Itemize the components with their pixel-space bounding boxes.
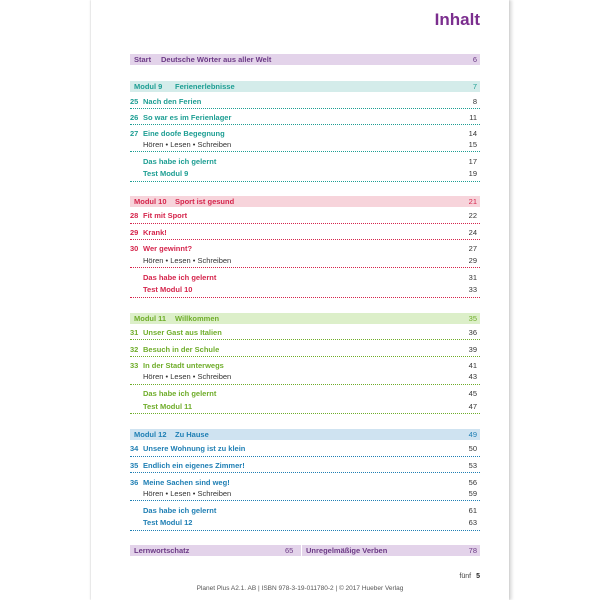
skills-row[interactable] — [130, 371, 480, 382]
dotted-rule — [130, 181, 480, 182]
dotted-rule — [130, 297, 480, 298]
test-label: Test Modul 12 — [143, 518, 193, 527]
test-row[interactable] — [130, 168, 480, 179]
lesson-page: 56 — [468, 478, 477, 487]
skills-page: 43 — [468, 372, 477, 381]
lesson-number: 25 — [130, 97, 139, 106]
lesson-number: 33 — [130, 361, 139, 370]
skills-label: Hören • Lesen • Schreiben — [143, 256, 232, 265]
lesson-27[interactable] — [130, 128, 480, 139]
vocab-page: 65 — [285, 546, 294, 555]
modul-12-label: Modul 12 — [134, 430, 167, 439]
vocab-link[interactable]: Lernwortschatz — [134, 546, 190, 555]
skills-label: Hören • Lesen • Schreiben — [143, 372, 232, 381]
review-row[interactable] — [130, 272, 480, 283]
imprint-footer: Planet Plus A2.1. AB | ISBN 978-3-19-011780-2 | © 2017 Hueber Verlag — [196, 585, 404, 592]
modul-9-page: 7 — [472, 82, 477, 91]
modul-10-header[interactable] — [130, 196, 480, 207]
dotted-rule — [130, 530, 480, 531]
modul-10-page: 21 — [468, 197, 477, 206]
test-row[interactable] — [130, 401, 480, 412]
review-label: Das habe ich gelernt — [143, 157, 217, 166]
lesson-35[interactable] — [130, 460, 480, 471]
lesson-page: 11 — [469, 113, 477, 122]
lesson-33[interactable] — [130, 360, 480, 371]
dotted-rule — [130, 223, 480, 224]
toc-page — [91, 0, 509, 600]
lesson-number: 28 — [130, 211, 139, 220]
dotted-rule — [130, 356, 480, 357]
modul-12-page: 49 — [468, 430, 477, 439]
skills-row[interactable] — [130, 255, 480, 266]
skills-label: Hören • Lesen • Schreiben — [143, 489, 232, 498]
appendix-divider — [301, 545, 302, 556]
dotted-rule — [130, 500, 480, 501]
lesson-title: Unsere Wohnung ist zu klein — [143, 444, 246, 453]
lesson-page: 41 — [468, 361, 477, 370]
lesson-number: 34 — [130, 444, 139, 453]
dotted-rule — [130, 267, 480, 268]
modul-11-page: 35 — [468, 314, 477, 323]
lesson-title: Eine doofe Begegnung — [143, 129, 225, 138]
dotted-rule — [130, 472, 480, 473]
modul-12-title: Zu Hause — [175, 430, 209, 439]
lesson-31[interactable] — [130, 327, 480, 338]
modul-9-header[interactable] — [130, 81, 480, 92]
lesson-page: 36 — [468, 328, 477, 337]
lesson-title: Unser Gast aus Italien — [143, 328, 222, 337]
review-row[interactable] — [130, 388, 480, 399]
test-label: Test Modul 9 — [143, 169, 189, 178]
modul-9-title: Ferienerlebnisse — [175, 82, 235, 91]
skills-row[interactable] — [130, 488, 480, 499]
modul-12-header[interactable] — [130, 429, 480, 440]
skills-page: 29 — [468, 256, 477, 265]
test-page: 47 — [468, 402, 477, 411]
review-row[interactable] — [130, 156, 480, 167]
skills-page: 15 — [468, 140, 477, 149]
lesson-page: 14 — [468, 129, 477, 138]
modul-11-label: Modul 11 — [134, 314, 167, 323]
lesson-title: Endlich ein eigenes Zimmer! — [143, 461, 245, 470]
appendix-header — [130, 545, 480, 556]
lesson-28[interactable] — [130, 210, 480, 221]
verbs-page: 78 — [468, 546, 477, 555]
start-title: Deutsche Wörter aus aller Welt — [161, 55, 272, 64]
lesson-29[interactable] — [130, 227, 480, 238]
review-page: 31 — [468, 273, 477, 282]
test-page: 19 — [468, 169, 477, 178]
test-label: Test Modul 10 — [143, 285, 193, 294]
test-page: 33 — [468, 285, 477, 294]
lesson-title: Krank! — [143, 228, 167, 237]
start-page: 6 — [472, 55, 477, 64]
review-page: 61 — [468, 506, 477, 515]
lesson-page: 50 — [468, 444, 477, 453]
folio-word: fünf — [459, 573, 472, 580]
lesson-25[interactable] — [130, 96, 480, 107]
lesson-title: Fit mit Sport — [143, 211, 188, 220]
lesson-30[interactable] — [130, 243, 480, 254]
lesson-number: 26 — [130, 113, 139, 122]
lesson-title: So war es im Ferienlager — [143, 113, 232, 122]
modul-11-header[interactable] — [130, 313, 480, 324]
lesson-number: 30 — [130, 244, 139, 253]
lesson-title: Wer gewinnt? — [143, 244, 193, 253]
lesson-34[interactable] — [130, 443, 480, 454]
skills-row[interactable] — [130, 139, 480, 150]
start-header[interactable] — [130, 54, 480, 65]
lesson-page: 39 — [468, 345, 477, 354]
test-page: 63 — [468, 518, 477, 527]
review-page: 17 — [468, 157, 477, 166]
start-label: Start — [134, 55, 152, 64]
lesson-title: In der Stadt unterwegs — [143, 361, 224, 370]
lesson-page: 8 — [472, 97, 477, 106]
lesson-number: 27 — [130, 129, 139, 138]
lesson-title: Besuch in der Schule — [143, 345, 220, 354]
lesson-page: 27 — [468, 244, 477, 253]
review-label: Das habe ich gelernt — [143, 273, 217, 282]
test-label: Test Modul 11 — [143, 402, 193, 411]
folio-number: 5 — [476, 573, 480, 580]
lesson-number: 29 — [130, 228, 139, 237]
lesson-number: 36 — [130, 478, 139, 487]
test-row[interactable] — [130, 517, 480, 528]
modul-10-label: Modul 10 — [134, 197, 167, 206]
modul-9-label: Modul 9 — [134, 82, 163, 91]
dotted-rule — [130, 339, 480, 340]
lesson-36[interactable] — [130, 477, 480, 488]
modul-11-title: Willkommen — [175, 314, 220, 323]
dotted-rule — [130, 384, 480, 385]
review-label: Das habe ich gelernt — [143, 389, 217, 398]
dotted-rule — [130, 108, 480, 109]
lesson-title: Meine Sachen sind weg! — [143, 478, 230, 487]
skills-label: Hören • Lesen • Schreiben — [143, 140, 232, 149]
dotted-rule — [130, 151, 480, 152]
verbs-link[interactable]: Unregelmäßige Verben — [306, 546, 388, 555]
lesson-32[interactable] — [130, 344, 480, 355]
dotted-rule — [130, 413, 480, 414]
test-row[interactable] — [130, 284, 480, 295]
dotted-rule — [130, 124, 480, 125]
lesson-26[interactable] — [130, 112, 480, 123]
lesson-page: 24 — [468, 228, 477, 237]
lesson-number: 35 — [130, 461, 139, 470]
lesson-page: 53 — [468, 461, 477, 470]
lesson-page: 22 — [468, 211, 477, 220]
lesson-title: Nach den Ferien — [143, 97, 202, 106]
page-folio — [459, 573, 480, 580]
review-row[interactable] — [130, 505, 480, 516]
dotted-rule — [130, 239, 480, 240]
skills-page: 59 — [468, 489, 477, 498]
modul-10-title: Sport ist gesund — [175, 197, 235, 206]
review-label: Das habe ich gelernt — [143, 506, 217, 515]
lesson-number: 31 — [130, 328, 139, 337]
dotted-rule — [130, 456, 480, 457]
page-title: Inhalt — [434, 10, 480, 29]
lesson-number: 32 — [130, 345, 139, 354]
review-page: 45 — [468, 389, 477, 398]
